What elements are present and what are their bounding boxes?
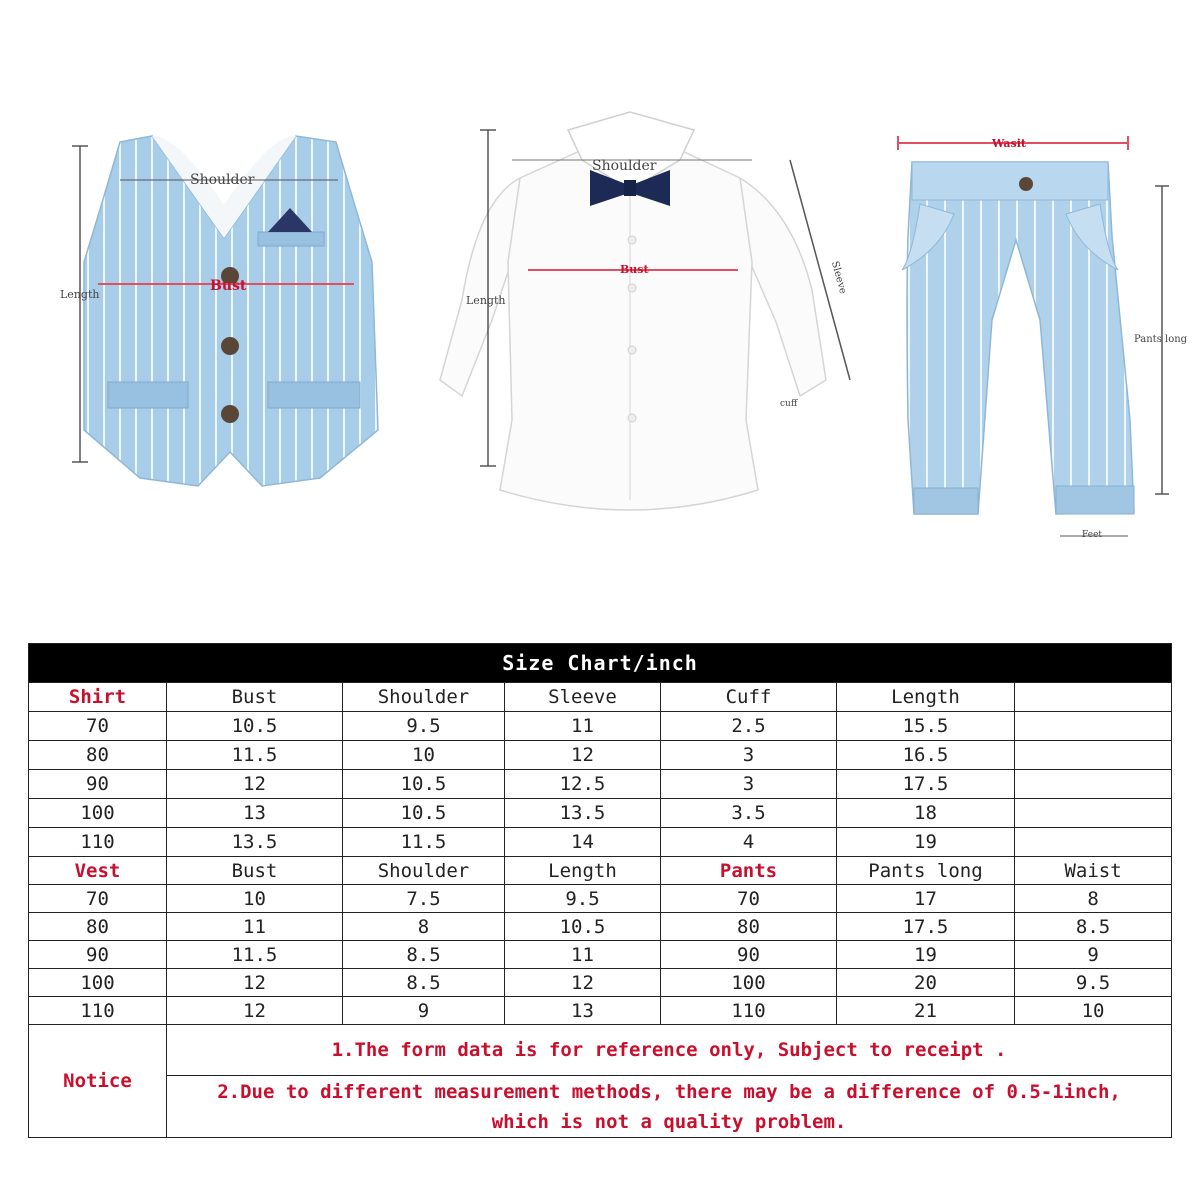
table-cell: 11.5: [343, 828, 505, 857]
table-header-cell: Bust: [167, 683, 343, 712]
notice-line-2a: 2.Due to different measurement methods, there may be a difference of 0.5-1inch,: [217, 1080, 1121, 1103]
table-cell: 90: [661, 941, 837, 969]
vest-button: [221, 405, 239, 423]
table-cell: 16.5: [837, 741, 1015, 770]
table-cell: 13.5: [505, 799, 661, 828]
notice-label: Notice: [29, 1025, 167, 1138]
empty-cell: [1015, 741, 1172, 770]
table-cell: 9: [1015, 941, 1172, 969]
table-cell: 3: [661, 770, 837, 799]
table-cell: 10.5: [343, 770, 505, 799]
table-cell: 10.5: [505, 913, 661, 941]
table-cell: 17.5: [837, 913, 1015, 941]
table-cell: 12.5: [505, 770, 661, 799]
table-row: [29, 913, 1172, 941]
table-cell: 20: [837, 969, 1015, 997]
table-cell: 7.5: [343, 885, 505, 913]
shirt-illustration: [440, 112, 850, 510]
shirt-header-row: [29, 683, 1172, 712]
table-cell: 8.5: [1015, 913, 1172, 941]
empty-cell: [1015, 799, 1172, 828]
table-row: [29, 712, 1172, 741]
table-header-cell: Bust: [167, 857, 343, 885]
table-row: [29, 741, 1172, 770]
table-cell: 11: [505, 712, 661, 741]
table-cell: 17: [837, 885, 1015, 913]
table-cell: 100: [661, 969, 837, 997]
table-header-cell: Length: [837, 683, 1015, 712]
pants-feet-label: Feet: [1082, 530, 1103, 540]
table-cell: 19: [837, 828, 1015, 857]
table-header-cell: Pants long: [837, 857, 1015, 885]
table-row: [29, 799, 1172, 828]
table-cell: 19: [837, 941, 1015, 969]
vest-header-label: Vest: [29, 857, 167, 885]
vest-pants-header-row: [29, 857, 1172, 885]
table-header-cell: Shoulder: [343, 683, 505, 712]
table-header-cell: Shoulder: [343, 857, 505, 885]
size-chart-title: Size Chart/inch: [29, 644, 1172, 683]
table-cell: 80: [661, 913, 837, 941]
notice-line-2: [167, 1076, 1172, 1138]
table-cell: 90: [29, 770, 167, 799]
table-cell: 8: [343, 913, 505, 941]
table-cell: 80: [29, 741, 167, 770]
table-cell: 80: [29, 913, 167, 941]
table-cell: 11: [167, 913, 343, 941]
pants-header-label: Pants: [661, 857, 837, 885]
notice-line-2b: which is not a quality problem.: [491, 1110, 847, 1133]
vest-button: [221, 337, 239, 355]
notice-row-2: [29, 1076, 1172, 1138]
table-cell: 10.5: [167, 712, 343, 741]
table-cell: 3.5: [661, 799, 837, 828]
table-cell: 110: [661, 997, 837, 1025]
table-cell: 9.5: [505, 885, 661, 913]
table-row: [29, 969, 1172, 997]
table-cell: 21: [837, 997, 1015, 1025]
table-cell: 10.5: [343, 799, 505, 828]
table-cell: 70: [29, 712, 167, 741]
table-cell: 10: [167, 885, 343, 913]
table-cell: 70: [29, 885, 167, 913]
table-cell: 11.5: [167, 741, 343, 770]
table-cell: 15.5: [837, 712, 1015, 741]
table-cell: 4: [661, 828, 837, 857]
notice-line-1: 1.The form data is for reference only, Subject to receipt .: [167, 1025, 1172, 1076]
table-cell: 8.5: [343, 941, 505, 969]
table-row: [29, 885, 1172, 913]
shirt-sleeve-label: Sleeve: [829, 259, 849, 296]
table-header-cell: Sleeve: [505, 683, 661, 712]
shirt-length-label: Length: [466, 294, 506, 307]
table-cell: 17.5: [837, 770, 1015, 799]
table-cell: 13.5: [167, 828, 343, 857]
notice-row-1: [29, 1025, 1172, 1076]
pants-long-label: Pants long: [1134, 334, 1188, 345]
table-cell: 12: [167, 997, 343, 1025]
shirt-shoulder-label: Shoulder: [592, 158, 657, 174]
vest-bust-label: Bust: [210, 278, 247, 294]
vest-shoulder-label: Shoulder: [190, 172, 255, 188]
table-cell: 12: [167, 770, 343, 799]
table-cell: 110: [29, 997, 167, 1025]
table-cell: 11: [505, 941, 661, 969]
table-header-cell: Waist: [1015, 857, 1172, 885]
table-cell: 9: [343, 997, 505, 1025]
shirt-header-label: Shirt: [29, 683, 167, 712]
table-cell: 8.5: [343, 969, 505, 997]
pants-illustration: [898, 136, 1188, 540]
table-cell: 90: [29, 941, 167, 969]
table-cell: 3: [661, 741, 837, 770]
table-cell: 100: [29, 799, 167, 828]
shirt-cuff-label: cuff: [780, 399, 798, 409]
pants-waist-label: Wasit: [992, 137, 1026, 150]
table-cell: 10: [1015, 997, 1172, 1025]
table-cell: 13: [167, 799, 343, 828]
table-row: [29, 941, 1172, 969]
table-row: [29, 997, 1172, 1025]
empty-cell: [1015, 712, 1172, 741]
empty-cell: [1015, 683, 1172, 712]
table-row: [29, 770, 1172, 799]
table-row: [29, 828, 1172, 857]
table-header-cell: Length: [505, 857, 661, 885]
empty-cell: [1015, 770, 1172, 799]
table-cell: 8: [1015, 885, 1172, 913]
table-cell: 11.5: [167, 941, 343, 969]
pants-button: [1019, 177, 1033, 191]
vest-illustration: [60, 136, 378, 486]
vest-length-label: Length: [60, 288, 100, 301]
table-cell: 2.5: [661, 712, 837, 741]
table-cell: 12: [505, 969, 661, 997]
table-cell: 14: [505, 828, 661, 857]
table-cell: 9.5: [1015, 969, 1172, 997]
table-cell: 13: [505, 997, 661, 1025]
table-cell: 9.5: [343, 712, 505, 741]
table-cell: 70: [661, 885, 837, 913]
shirt-bust-label: Bust: [620, 263, 649, 276]
table-cell: 18: [837, 799, 1015, 828]
table-cell: 110: [29, 828, 167, 857]
size-chart-table: [28, 643, 1172, 1138]
table-cell: 100: [29, 969, 167, 997]
empty-cell: [1015, 828, 1172, 857]
table-cell: 12: [167, 969, 343, 997]
table-cell: 12: [505, 741, 661, 770]
table-header-cell: Cuff: [661, 683, 837, 712]
table-cell: 10: [343, 741, 505, 770]
